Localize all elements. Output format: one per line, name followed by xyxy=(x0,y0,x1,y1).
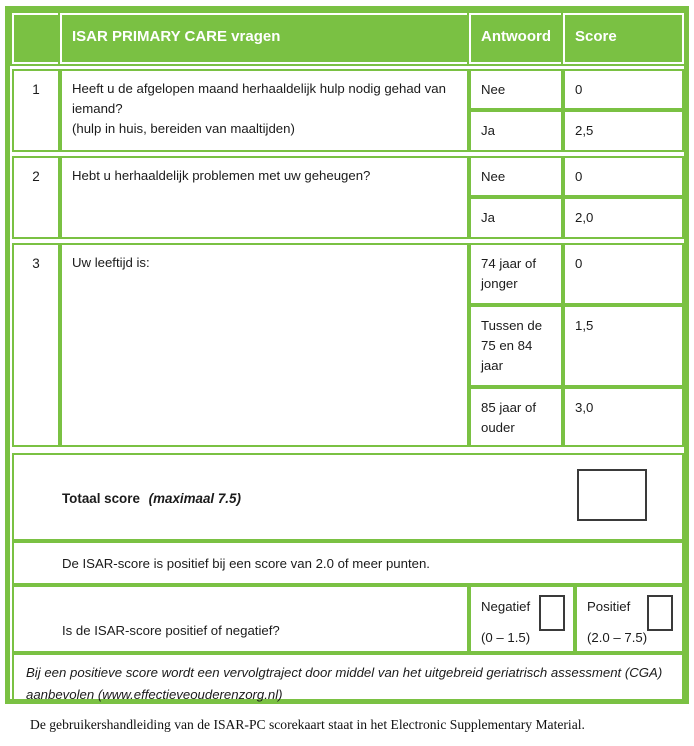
scorecard-inner-frame xyxy=(10,11,684,702)
score-1-0: 0 xyxy=(563,69,684,110)
question-text-3-line1: Uw leeftijd is: xyxy=(72,255,150,270)
verdict-negative-range: (0 – 1.5) xyxy=(481,630,531,645)
threshold-note-text: De ISAR-score is positief bij een score van 2.0 of meer punten. xyxy=(62,556,430,571)
verdict-negative-label: Negatief xyxy=(481,599,531,614)
question-number-2: 2 xyxy=(12,156,60,239)
footer-caption: De gebruikershandleiding van de ISAR-PC scorekaart staat in het Electronic Supplementary Material. xyxy=(30,717,585,732)
question-text-1-line2: iemand? xyxy=(72,101,123,116)
answer-3-1[interactable]: Tussen de 75 en 84 jaar xyxy=(469,305,563,387)
isar-scorecard xyxy=(5,6,689,704)
score-3-2: 3,0 xyxy=(563,387,684,447)
question-text-1-line3: (hulp in huis, bereiden van maaltijden) xyxy=(72,121,295,136)
verdict-negative-checkbox[interactable] xyxy=(539,595,565,631)
answer-2-1[interactable]: Ja xyxy=(469,197,563,239)
header-score-column: Score xyxy=(563,13,684,64)
question-number-3: 3 xyxy=(12,243,60,447)
question-text-2-line1: Hebt u herhaaldelijk problemen met uw geheugen? xyxy=(72,168,371,183)
advice-note-line2: aanbevolen (www.effectieveouderenzorg.nl) xyxy=(26,687,283,702)
verdict-question-text: Is de ISAR-score positief of negatief? xyxy=(62,623,280,638)
score-1-1: 2,5 xyxy=(563,110,684,152)
verdict-positive-label: Positief xyxy=(587,599,631,614)
question-number-1: 1 xyxy=(12,69,60,152)
advice-note xyxy=(12,653,684,701)
verdict-question-cell xyxy=(12,585,469,653)
total-score-label xyxy=(62,489,241,509)
question-text-3 xyxy=(60,243,469,447)
answer-1-0[interactable]: Nee xyxy=(469,69,563,110)
question-text-2 xyxy=(60,156,469,239)
header-number-column xyxy=(12,13,60,64)
score-3-1: 1,5 xyxy=(563,305,684,387)
question-text-1 xyxy=(60,69,469,152)
advice-note-line1: Bij een positieve score wordt een vervolgtraject door middel van het uitgebreid geriatrisch assessment (CGA) xyxy=(26,665,663,680)
header-answer-column: Antwoord xyxy=(469,13,563,64)
verdict-positive-cell[interactable] xyxy=(575,585,684,653)
verdict-positive-range: (2.0 – 7.5) xyxy=(587,630,648,645)
verdict-negative-cell[interactable] xyxy=(469,585,575,653)
threshold-note-row xyxy=(12,541,684,585)
score-2-1: 2,0 xyxy=(563,197,684,239)
answer-1-1[interactable]: Ja xyxy=(469,110,563,152)
verdict-positive-checkbox[interactable] xyxy=(647,595,673,631)
question-text-1-line1: Heeft u de afgelopen maand herhaaldelijk hulp nodig gehad van xyxy=(72,81,446,96)
score-3-0: 0 xyxy=(563,243,684,305)
answer-2-0[interactable]: Nee xyxy=(469,156,563,197)
total-score-input-box[interactable] xyxy=(577,469,647,521)
total-score-row xyxy=(12,453,684,541)
answer-3-2[interactable]: 85 jaar of ouder xyxy=(469,387,563,447)
total-score-label-italic: (maximaal 7.5) xyxy=(148,491,241,506)
score-2-0: 0 xyxy=(563,156,684,197)
total-score-label-bold: Totaal score xyxy=(62,491,140,506)
answer-3-0[interactable]: 74 jaar of jonger xyxy=(469,243,563,305)
header-question-column: ISAR PRIMARY CARE vragen xyxy=(60,13,469,64)
